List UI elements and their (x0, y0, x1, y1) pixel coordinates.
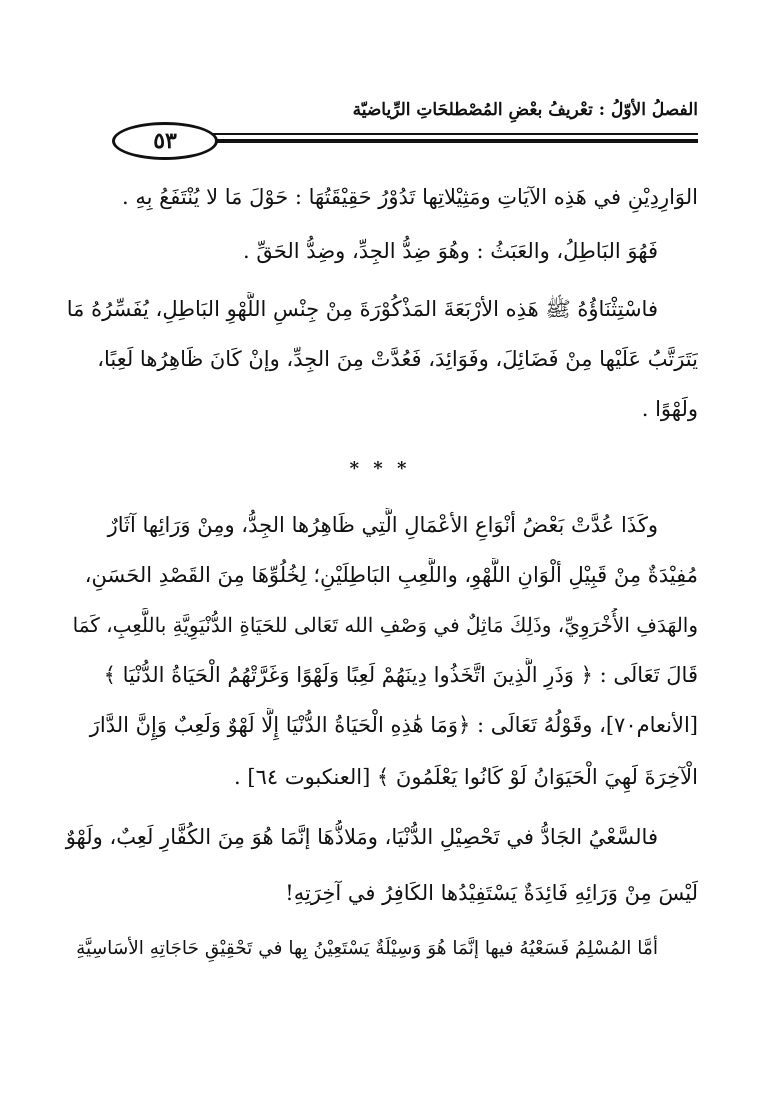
text-line: والهَدَفِ الأُخْرَوِيِّ، وذَلِكَ مَاثِلٌ في وَصْفِ الله تَعَالى للحَيَاةِ الدُّنْيَوِيَّةِ باللَّعِبِ، كَمَا (72, 613, 698, 637)
text-line: فاسْتِثْنَاؤُهُ ﷺ هَذِه الأرْبَعَةَ المَذْكُوْرَةَ مِنْ جِنْسِ اللَّهْوِ البَاطِلِ، يُفَسِّرُهُ مَا (66, 297, 658, 321)
text-line: أمَّا المُسْلِمُ فَسَعْيُهُ فيها إنَّمَا هُوَ وَسِيْلَةٌ يَسْتَعِيْنُ بِها في تَحْقِيْقِ حَاجَاتِهِ الأسَاسِيَّةِ (76, 938, 658, 959)
text-line: فالسَّعْيُ الجَادُّ في تَحْصِيْلِ الدُّنْيَا، ومَلاذُّهَا إنَّمَا هُوَ مِنَ الكُفَّارِ لَعِبٌ، ولَهْوٌ (65, 825, 658, 849)
text-line: فَهُوَ البَاطِلُ، والعَبَثُ : وهُوَ ضِدُّ الجِدِّ، وضِدُّ الحَقِّ . (242, 239, 658, 263)
text-line: يَتَرَتَّبُ عَلَيْها مِنْ فَضَائِلَ، وفَوَائِدَ، فَعُدَّتْ مِنَ الجِدِّ، وإنْ كَانَ ظَاهِرُها لَعِبًا، (97, 347, 698, 371)
quran-quote-line: قَالَ تَعَالَى : ﴿ وَذَرِ الَّذِينَ اتَّخَذُوا دِينَهُمْ لَعِبًا وَلَهْوًا وَغَرَّتْهُمُ الْحَيَاةُ الدُّنْيَا ﴾ (103, 663, 698, 687)
section-separator: * * * (349, 458, 411, 479)
quran-quote-line: الْآخِرَةَ لَهِيَ الْحَيَوَانُ لَوْ كَانُوا يَعْلَمُونَ ﴾ [العنكبوت ٦٤] . (234, 765, 698, 789)
running-title: الفصلُ الأوّلُ : تعْريفُ بعْضِ المُصْطلحَاتِ الرِّياضيّة (352, 100, 698, 120)
text-line: مُفِيْدَةٌ مِنْ قَبِيْلِ ألْوَانِ اللَّهْوِ، واللَّعِبِ البَاطِلَيْنِ؛ لِخُلُوِّهَا مِنَ القَصْدِ الحَسَنِ، (84, 563, 698, 587)
text-line: الوَارِدِيْنِ في هَذِه الآيَاتِ ومَثِيْلاتِها تَدُوْرُ حَقِيْقَتُهَا : حَوْلَ مَا لا يُنْتَفَعُ بِهِ . (121, 185, 698, 209)
text-line: ولَهْوًا . (641, 397, 698, 421)
page-number: ٥٣ (112, 122, 218, 160)
text-line: لَيْسَ مِنْ وَرَائِهِ فَائِدَةٌ يَسْتَفِيْدُها الكَافِرُ في آخِرَتِهِ! (285, 881, 698, 905)
quran-quote-line: [الأنعام٧٠]، وقَوْلُهُ تَعَالَى : ﴿وَمَا هَٰذِهِ الْحَيَاةُ الدُّنْيَا إِلَّا لَهْوٌ وَلَعِبٌ وَإِنَّ الدَّارَ (89, 713, 698, 737)
text-line: وكَذَا عُدَّتْ بَعْضُ أنْوَاعِ الأعْمَالِ الَّتِي ظَاهِرُها الجِدُّ، ومِنْ وَرَائِها آثَارٌ (107, 513, 658, 537)
